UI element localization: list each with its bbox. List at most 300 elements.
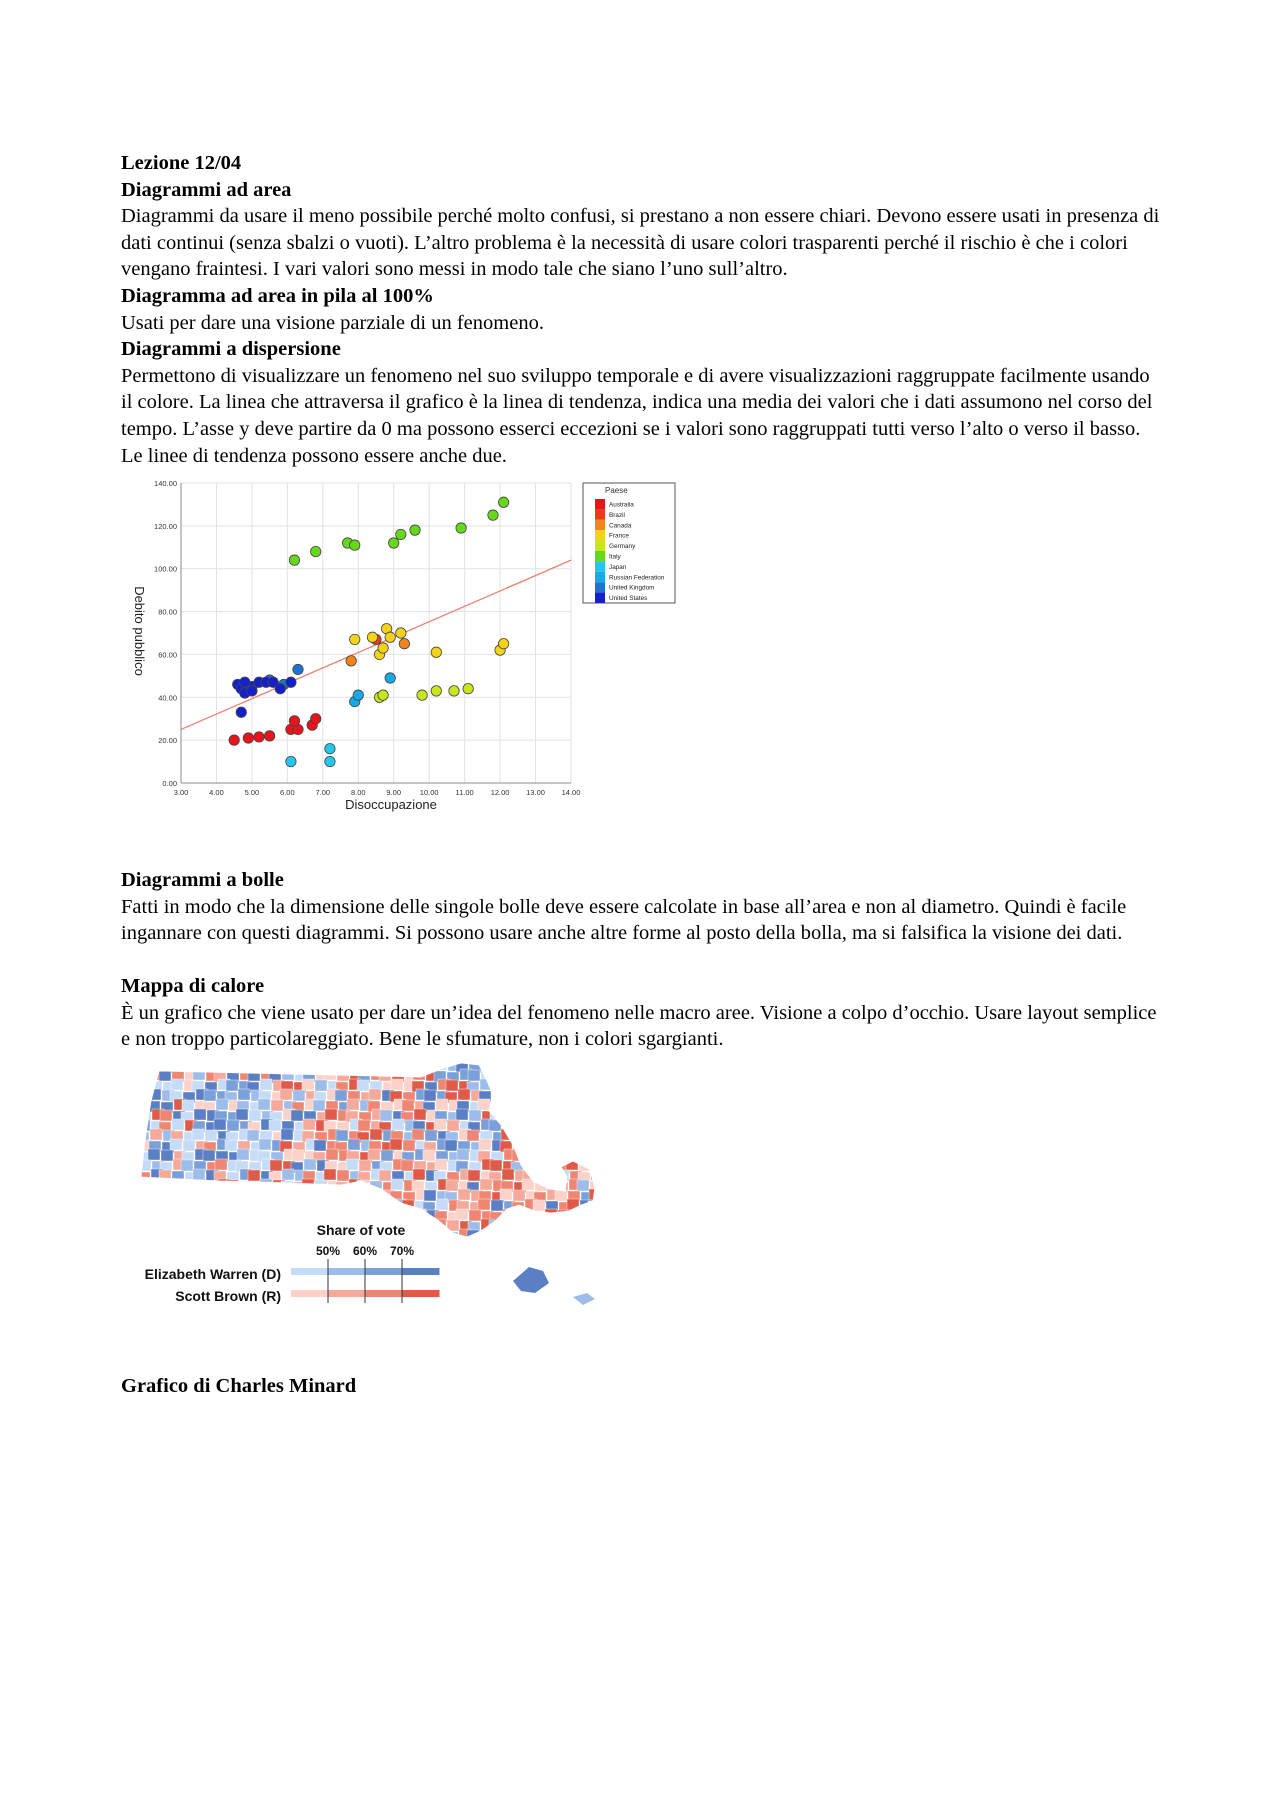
town-cell <box>458 1089 470 1100</box>
town-cell <box>228 1061 240 1071</box>
legend-dem-segment <box>402 1268 440 1275</box>
heatmap-map <box>121 1061 601 1329</box>
town-cell <box>500 1089 512 1100</box>
town-cell <box>493 1080 505 1091</box>
point-united-states <box>286 677 296 687</box>
town-cell <box>489 1220 501 1231</box>
y-tick-label: 120.00 <box>154 521 177 531</box>
town-cell <box>183 1140 195 1151</box>
town-cell <box>314 1192 326 1203</box>
town-cell <box>159 1170 171 1181</box>
town-cell <box>137 1180 149 1191</box>
town-cell <box>360 1200 372 1211</box>
x-tick-label: 5.00 <box>244 788 260 798</box>
town-cell <box>547 1089 559 1100</box>
town-cell <box>589 1189 601 1200</box>
legend-rep-segment <box>328 1290 366 1297</box>
x-tick-label: 10.00 <box>419 788 439 798</box>
town-cell <box>172 1119 184 1130</box>
town-cell <box>368 1149 380 1160</box>
town-cell <box>225 1192 237 1203</box>
town-cell <box>261 1219 273 1230</box>
town-cell <box>346 1061 358 1070</box>
scatter-points <box>229 497 509 767</box>
town-cell <box>236 1209 248 1220</box>
paragraph-heatmap: È un grafico che viene usato per dare un’idea del fenomeno nelle macro aree. Visione a colpo d’occhio. Usare layout semplice e non troppo particolareggiato. Bene le sfumature, non i colori sgargianti. <box>121 1001 1157 1051</box>
town-cell <box>525 1099 537 1110</box>
town-cell <box>579 1061 591 1071</box>
town-cell <box>379 1170 391 1181</box>
town-cell <box>482 1061 494 1070</box>
town-cell <box>150 1129 162 1140</box>
legend-swatch <box>595 520 605 530</box>
town-cell <box>347 1099 359 1110</box>
town-cell <box>556 1230 568 1241</box>
town-cell <box>304 1159 316 1170</box>
town-cell <box>273 1232 285 1243</box>
town-cell <box>161 1150 173 1161</box>
point-australia <box>254 732 264 742</box>
town-cell <box>262 1211 274 1222</box>
town-cell <box>139 1061 151 1071</box>
town-cell <box>578 1220 590 1231</box>
town-cell <box>566 1211 578 1222</box>
town-cell <box>514 1230 526 1241</box>
town-cell <box>567 1099 579 1110</box>
heading-stacked-area: Diagramma ad area in pila al 100% <box>121 284 434 307</box>
town-cell <box>438 1231 450 1242</box>
town-cell <box>491 1100 503 1111</box>
point-italy <box>410 525 420 535</box>
town-cell <box>526 1091 538 1102</box>
island-nantucket <box>573 1293 595 1305</box>
town-cell <box>150 1181 162 1192</box>
point-italy <box>396 529 406 539</box>
town-cell <box>217 1191 229 1202</box>
town-cell <box>369 1189 381 1200</box>
point-germany <box>417 690 427 700</box>
town-cell <box>269 1120 281 1131</box>
town-cell <box>590 1081 601 1092</box>
town-cell <box>511 1062 523 1073</box>
town-cell <box>205 1230 217 1241</box>
legend-swatch <box>595 499 605 509</box>
town-cell <box>580 1100 592 1111</box>
town-cell <box>203 1202 215 1213</box>
town-cell <box>271 1100 283 1111</box>
town-cell <box>250 1202 262 1213</box>
town-cell <box>467 1230 479 1241</box>
town-cell <box>504 1101 516 1112</box>
town-cell <box>590 1129 601 1140</box>
x-tick-label: 6.00 <box>280 788 295 798</box>
town-cell <box>577 1232 589 1243</box>
town-cell <box>280 1089 292 1100</box>
legend-rep-segment <box>365 1290 403 1297</box>
town-cell <box>424 1090 436 1101</box>
town-cell <box>534 1092 546 1103</box>
town-cell <box>380 1110 392 1121</box>
town-cell <box>305 1199 317 1210</box>
town-cell <box>214 1119 226 1130</box>
island-marthas-vineyard <box>513 1267 549 1293</box>
town-cell <box>227 1120 239 1131</box>
town-cell <box>535 1132 547 1143</box>
town-cell <box>412 1229 424 1240</box>
town-cell <box>195 1201 207 1212</box>
town-cell <box>302 1079 314 1090</box>
legend-entry: Japan <box>609 564 627 572</box>
town-cell <box>306 1191 318 1202</box>
y-tick-label: 60.00 <box>158 650 177 660</box>
town-cell <box>315 1080 327 1091</box>
town-cell <box>478 1099 490 1110</box>
town-cell <box>215 1211 227 1222</box>
town-cell <box>533 1152 545 1163</box>
point-united-states <box>240 677 250 687</box>
town-cell <box>512 1202 524 1213</box>
town-cell <box>207 1210 219 1221</box>
town-cell <box>468 1170 480 1181</box>
town-cell <box>282 1069 294 1080</box>
town-cell <box>335 1090 347 1101</box>
town-cell <box>568 1139 580 1150</box>
legend-entry: United States <box>609 595 648 603</box>
x-tick-label: 12.00 <box>490 788 510 798</box>
town-cell <box>215 1061 227 1070</box>
town-cell <box>215 1159 227 1170</box>
town-cell <box>492 1092 504 1103</box>
town-cell <box>284 1201 296 1212</box>
heading-scatter: Diagrammi a dispersione <box>121 338 341 361</box>
point-france <box>431 647 441 657</box>
town-cell <box>204 1190 216 1201</box>
town-cell <box>152 1061 164 1072</box>
town-cell <box>544 1121 556 1132</box>
town-cell <box>393 1061 405 1070</box>
town-cell <box>304 1211 316 1222</box>
town-cell <box>524 1211 536 1222</box>
point-russian-federation <box>353 690 363 700</box>
town-cell <box>580 1152 592 1163</box>
town-cell <box>469 1210 481 1221</box>
point-france <box>498 639 508 649</box>
town-cell <box>391 1079 403 1090</box>
point-italy <box>498 497 508 507</box>
town-cell <box>324 1169 336 1180</box>
town-cell <box>545 1109 557 1120</box>
town-cell <box>578 1120 590 1131</box>
point-canada <box>399 639 409 649</box>
town-cell <box>184 1232 196 1243</box>
scatter-chart <box>121 471 721 821</box>
town-cell <box>173 1211 185 1222</box>
town-cell <box>511 1210 523 1221</box>
heading-minard: Grafico di Charles Minard <box>121 1374 357 1397</box>
town-cell <box>194 1209 206 1220</box>
town-cell <box>524 1061 536 1070</box>
town-cell <box>522 1179 534 1190</box>
town-cell <box>204 1090 216 1101</box>
town-cell <box>185 1220 197 1231</box>
town-cell <box>548 1229 560 1240</box>
town-cell <box>248 1170 260 1181</box>
town-cell <box>225 1140 237 1151</box>
town-cell <box>522 1079 534 1090</box>
town-cell <box>259 1139 271 1150</box>
town-cell <box>423 1150 435 1161</box>
town-cell <box>237 1149 249 1160</box>
town-cell <box>347 1199 359 1210</box>
town-cell <box>425 1230 437 1241</box>
town-cell <box>436 1199 448 1210</box>
town-cell <box>359 1061 371 1071</box>
town-cell <box>589 1141 601 1152</box>
town-cell <box>174 1199 186 1210</box>
town-cell <box>578 1072 590 1083</box>
town-cell <box>501 1229 513 1240</box>
town-cell <box>548 1081 560 1092</box>
y-axis-label: Debito pubblico <box>132 586 147 676</box>
town-cell <box>303 1119 315 1130</box>
scatter-legend <box>583 483 675 603</box>
town-cell <box>524 1111 536 1122</box>
town-cell <box>557 1170 569 1181</box>
town-cell <box>467 1130 479 1141</box>
town-cell <box>170 1139 182 1150</box>
x-tick-label: 9.00 <box>386 788 402 798</box>
town-cell <box>292 1150 304 1161</box>
town-cell <box>446 1080 458 1091</box>
x-tick-label: 14.00 <box>561 788 581 798</box>
town-cell <box>402 1100 414 1111</box>
paragraph-scatter: Permettono di visualizzare un fenomeno nel suo sviluppo temporale e di avere visualizzazioni raggruppate facilmente usando il colore. La linea che attraversa il grafico è la linea di tendenza, indica una media dei valori che i dati assumono nel corso del tempo. L’asse y deve partire da 0 ma possono esserci eccezioni se i valori sono raggruppati tutti verso l’alto o verso il basso. Le linee di tendenza possono essere anche due. <box>121 364 1153 467</box>
town-cell <box>238 1189 250 1200</box>
town-cell <box>239 1181 251 1192</box>
town-cell <box>182 1200 194 1211</box>
town-cell <box>491 1200 503 1211</box>
town-cell <box>503 1109 515 1120</box>
town-cell <box>536 1072 548 1083</box>
heading-bubble: Diagrammi a bolle <box>121 869 284 892</box>
town-cell <box>537 1112 549 1123</box>
town-cell <box>501 1081 513 1092</box>
point-germany <box>431 686 441 696</box>
town-cell <box>160 1110 172 1121</box>
town-cell <box>262 1061 274 1070</box>
legend-swatch <box>595 593 605 603</box>
legend-swatch <box>595 562 605 572</box>
town-cell <box>325 1061 337 1072</box>
town-cell <box>546 1149 558 1160</box>
heatmap-cells <box>137 1061 601 1243</box>
town-cell <box>405 1220 417 1231</box>
town-cell <box>281 1229 293 1240</box>
point-australia <box>289 716 299 726</box>
town-cell <box>160 1210 172 1221</box>
town-cell <box>480 1179 492 1190</box>
town-cell <box>511 1110 523 1121</box>
town-cell <box>588 1201 600 1212</box>
point-italy <box>350 540 360 550</box>
town-cell <box>302 1231 314 1242</box>
town-cell <box>493 1232 505 1243</box>
town-cell <box>172 1171 184 1182</box>
town-cell <box>566 1061 578 1070</box>
point-france <box>385 632 395 642</box>
town-cell <box>557 1222 569 1233</box>
town-cell <box>159 1222 171 1233</box>
town-cell <box>500 1189 512 1200</box>
town-cell <box>370 1129 382 1140</box>
legend-row-brown: Scott Brown (R) <box>175 1287 281 1304</box>
town-cell <box>348 1191 360 1202</box>
heading-area-charts: Diagrammi ad area <box>121 178 292 201</box>
town-cell <box>479 1139 491 1150</box>
town-cell <box>192 1181 204 1192</box>
town-cell <box>335 1190 347 1201</box>
town-cell <box>338 1062 350 1073</box>
town-cell <box>348 1139 360 1150</box>
town-cell <box>381 1202 393 1213</box>
point-italy <box>289 555 299 565</box>
town-cell <box>544 1221 556 1232</box>
town-cell <box>555 1142 567 1153</box>
town-cell <box>291 1110 303 1121</box>
point-italy <box>488 510 498 520</box>
town-cell <box>533 1100 545 1111</box>
x-tick-label: 7.00 <box>315 788 331 798</box>
town-cell <box>559 1150 571 1161</box>
town-cell <box>458 1189 470 1200</box>
town-cell <box>139 1160 151 1171</box>
town-cell <box>535 1232 547 1243</box>
town-cell <box>547 1141 559 1152</box>
town-cell <box>380 1062 392 1073</box>
town-cell <box>513 1090 525 1101</box>
town-cell <box>313 1200 325 1211</box>
y-tick-label: 100.00 <box>154 564 177 574</box>
point-france <box>350 634 360 644</box>
point-italy <box>311 546 321 556</box>
town-cell <box>545 1209 557 1220</box>
town-cell <box>139 1212 151 1223</box>
town-cell <box>137 1232 149 1243</box>
point-italy <box>389 538 399 548</box>
town-cell <box>536 1172 548 1183</box>
point-france <box>367 632 377 642</box>
town-cell <box>512 1102 524 1113</box>
heatmap-legend <box>145 1222 440 1304</box>
point-united-kingdom <box>293 664 303 674</box>
legend-swatch <box>595 530 605 540</box>
town-cell <box>218 1231 230 1242</box>
legend-title: Paese <box>605 486 628 496</box>
town-cell <box>468 1070 480 1081</box>
town-cell <box>193 1069 205 1080</box>
town-cell <box>357 1080 369 1091</box>
town-cell <box>413 1221 425 1232</box>
town-cell <box>216 1099 228 1110</box>
town-cell <box>282 1169 294 1180</box>
legend-row-warren: Elizabeth Warren (D) <box>144 1265 281 1282</box>
town-cell <box>326 1201 338 1212</box>
town-cell <box>555 1190 567 1201</box>
town-cell <box>192 1229 204 1240</box>
x-tick-label: 11.00 <box>455 788 474 798</box>
town-cell <box>181 1160 193 1171</box>
town-cell <box>456 1209 468 1220</box>
town-cell <box>569 1231 581 1242</box>
town-cell <box>247 1182 259 1193</box>
town-cell <box>141 1192 153 1203</box>
town-cell <box>490 1061 502 1071</box>
town-cell <box>526 1139 538 1150</box>
town-cell <box>293 1190 305 1201</box>
legend-entry: United Kingdom <box>609 584 655 592</box>
town-cell <box>556 1082 568 1093</box>
town-cell <box>205 1182 217 1193</box>
point-united-states <box>236 707 246 717</box>
town-cell <box>183 1192 195 1203</box>
town-cell <box>148 1201 160 1212</box>
town-cell <box>592 1109 601 1120</box>
town-cell <box>434 1119 446 1130</box>
legend-dem-segment <box>291 1268 329 1275</box>
y-tick-label: 140.00 <box>154 479 177 489</box>
town-cell <box>137 1080 149 1091</box>
town-cell <box>589 1089 601 1100</box>
town-cell <box>502 1169 514 1180</box>
town-cell <box>525 1151 537 1162</box>
town-cell <box>579 1112 591 1123</box>
town-cell <box>150 1229 162 1240</box>
town-cell <box>193 1169 205 1180</box>
town-cell <box>249 1062 261 1073</box>
town-cell <box>537 1061 549 1071</box>
legend-entry: Germany <box>609 543 636 551</box>
town-cell <box>193 1221 205 1232</box>
town-cell <box>570 1219 582 1230</box>
town-cell <box>171 1179 183 1190</box>
town-cell <box>557 1070 569 1081</box>
point-france <box>396 628 406 638</box>
town-cell <box>260 1231 272 1242</box>
town-cell <box>401 1061 413 1071</box>
town-cell <box>368 1201 380 1212</box>
point-russian-federation <box>385 673 395 683</box>
town-cell <box>558 1062 570 1073</box>
town-cell <box>446 1180 458 1191</box>
town-cell <box>152 1209 164 1220</box>
town-cell <box>456 1109 468 1120</box>
legend-swatch <box>595 510 605 520</box>
town-cell <box>170 1191 182 1202</box>
town-cell <box>567 1199 579 1210</box>
town-cell <box>358 1120 370 1131</box>
town-cell <box>413 1069 425 1080</box>
x-tick-label: 8.00 <box>350 788 366 798</box>
town-cell <box>545 1061 557 1072</box>
town-cell <box>393 1211 405 1222</box>
town-cell <box>325 1209 337 1220</box>
town-cell <box>151 1221 163 1232</box>
town-cell <box>240 1221 252 1232</box>
point-germany <box>463 684 473 694</box>
town-cell <box>173 1061 185 1070</box>
town-cell <box>291 1210 303 1221</box>
town-cell <box>172 1219 184 1230</box>
